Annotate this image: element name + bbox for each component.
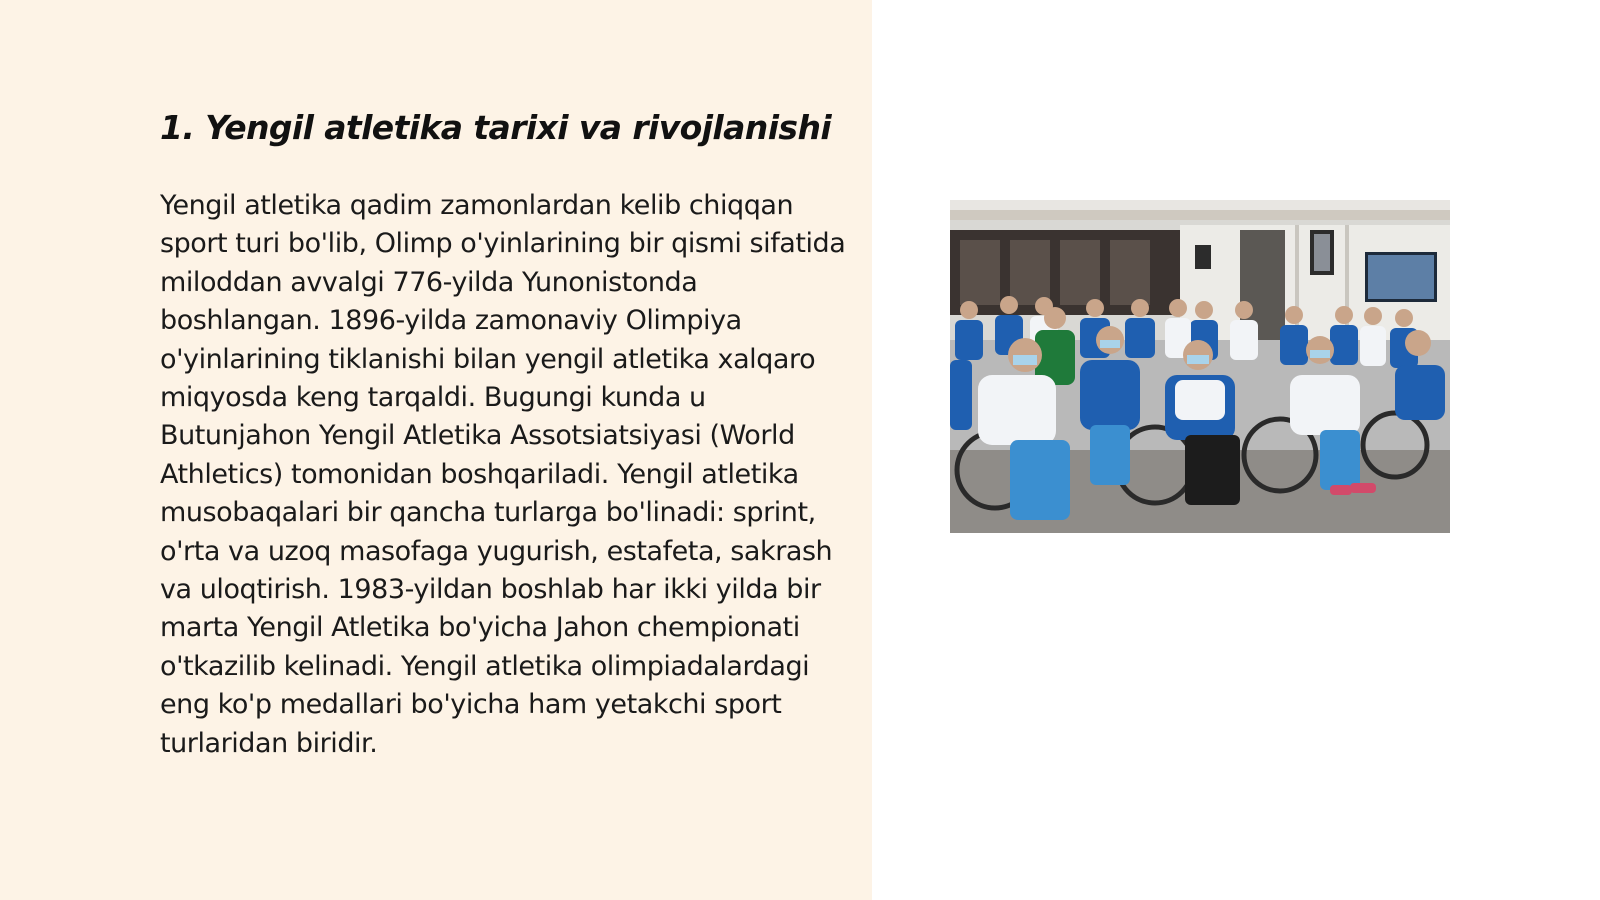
slide-title: 1. Yengil atletika tarixi va rivojlanishi	[160, 108, 832, 147]
slide-body-text: Yengil atletika qadim zamonlardan kelib chiqqan sport turi bo'lib, Olimp o'yinlarining bir qismi sifatida miloddan avvalgi 776-yilda Yunonistonda boshlangan. 1896-yilda zamonaviy Olimpiya o'yinlarining tiklanishi bilan yengil atletika xalqaro miqyosda keng tarqaldi. Bugungi kunda u Butunjahon Yengil Atletika Assotsiatsiyasi (World Athletics) tomonidan boshqariladi. Yengil atletika musobaqalari bir qancha turlarga bo'linadi: sprint, o'rta va uzoq masofaga yugurish, estafeta, sakrash va uloqtirish. 1983-yildan boshlab har ikki yilda bir marta Yengil Atletika bo'yicha Jahon chempionati o'tkazilib kelinadi. Yengil atletika olimpiadalardagi eng ko'p medallari bo'yicha ham yetakchi sport turlaridan biridir.	[160, 190, 846, 759]
athletes-group-photo	[950, 200, 1450, 533]
